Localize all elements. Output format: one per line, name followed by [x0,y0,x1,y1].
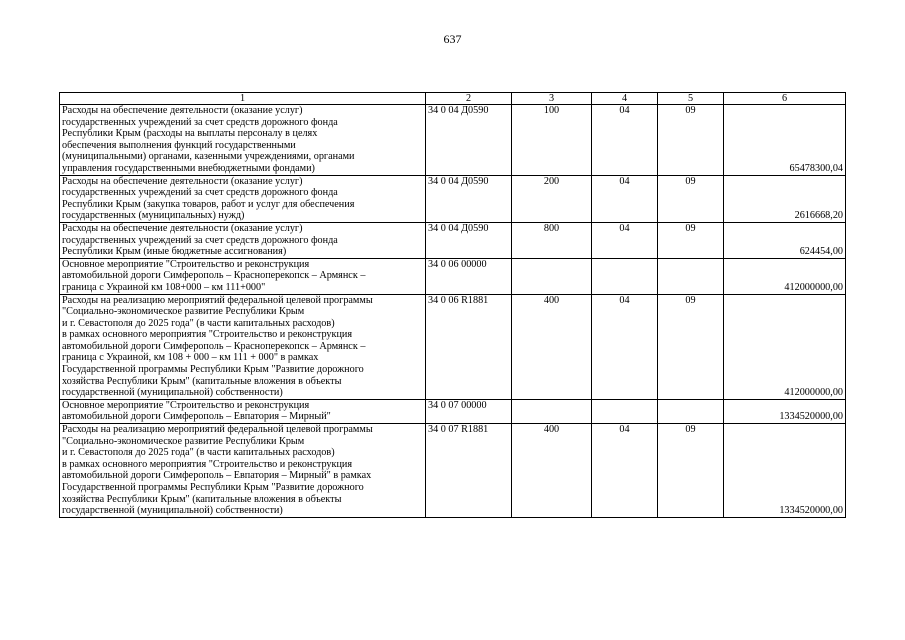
table-row [60,105,846,176]
expense-name-line: в рамках основного мероприятия "Строительство и реконструкция [62,329,353,341]
expense-name-line: хозяйства Республики Крым" (капитальные вложения в объекты [62,493,342,505]
expense-name-cell [60,258,426,294]
expense-type-cell: 400 [512,424,592,518]
target-code-cell: 34 0 06 R1881 [426,294,512,399]
expense-name-line: "Социально-экономическое развитие Республики Крым [62,306,305,318]
expense-name-line: Основное мероприятие "Строительство и реконструкция [62,399,310,411]
expense-type-cell: 200 [512,175,592,222]
target-code-cell: 34 0 06 00000 [426,258,512,294]
section-cell: 04 [592,105,658,176]
subsection-cell [658,399,724,423]
subsection-cell: 09 [658,424,724,518]
expense-name-line: Республики Крым (иные бюджетные ассигнования) [62,246,287,258]
target-code-cell: 34 0 07 00000 [426,399,512,423]
expense-name-line: и г. Севастополя до 2025 года" (в части капитальных расходов) [62,317,335,329]
budget-table [59,92,846,518]
header-cell-4: 4 [592,93,658,105]
expense-name-cell [60,399,426,423]
table-body [60,93,846,518]
target-code-cell: 34 0 07 R1881 [426,424,512,518]
expense-name-line: государственной (муниципальной) собственности) [62,387,283,399]
subsection-cell: 09 [658,105,724,176]
expense-name-line: Расходы на реализацию мероприятий федеральной целевой программы [62,294,373,306]
subsection-cell: 09 [658,175,724,222]
expense-type-cell [512,258,592,294]
table-row [60,399,846,423]
expense-name-line: управления государственными внебюджетными фондами) [62,162,315,174]
table-row [60,222,846,258]
expense-type-cell: 800 [512,222,592,258]
page-number: 637 [443,32,462,46]
expense-name-line: государственной (муниципальной) собственности) [62,505,283,517]
table-row [60,258,846,294]
amount-cell: 1334520000,00 [724,399,846,423]
expense-type-cell: 400 [512,294,592,399]
subsection-cell: 09 [658,294,724,399]
expense-name-line: автомобильной дороги Симферополь – Красноперекопск – Армянск – [62,270,366,282]
expense-name-line: автомобильной дороги Симферополь – Евпатория – Мирный" [62,411,331,423]
expense-name-line: в рамках основного мероприятия "Строительство и реконструкция [62,458,353,470]
section-cell [592,399,658,423]
section-cell [592,258,658,294]
expense-name-line: (муниципальными) органами, казенными учреждениями, органами [62,151,355,163]
section-cell: 04 [592,175,658,222]
expense-name-cell [60,294,426,399]
expense-name-line: и г. Севастополя до 2025 года" (в части капитальных расходов) [62,447,335,459]
amount-cell: 1334520000,00 [724,424,846,518]
expense-name-line: государственных учреждений за счет средств дорожного фонда [62,234,338,246]
expense-name-line: Республики Крым (расходы на выплаты персоналу в целях [62,128,318,140]
header-cell-1: 1 [60,93,426,105]
expense-name-line: Расходы на обеспечение деятельности (оказание услуг) [62,222,303,234]
header-cell-2: 2 [426,93,512,105]
target-code-cell: 34 0 04 Д0590 [426,175,512,222]
section-cell: 04 [592,222,658,258]
expense-name-line: Государственной программы Республики Крым "Развитие дорожного [62,364,364,376]
target-code-cell: 34 0 04 Д0590 [426,105,512,176]
expense-name-line: государственных учреждений за счет средств дорожного фонда [62,116,338,128]
amount-cell: 624454,00 [724,222,846,258]
subsection-cell: 09 [658,222,724,258]
table-row [60,294,846,399]
expense-type-cell: 100 [512,105,592,176]
expense-name-cell [60,424,426,518]
amount-cell: 2616668,20 [724,175,846,222]
expense-type-cell [512,399,592,423]
expense-name-line: обеспечения выполнения функций государственными [62,139,296,151]
expense-name-line: хозяйства Республики Крым" (капитальные вложения в объекты [62,375,342,387]
expense-name-line: Основное мероприятие "Строительство и реконструкция [62,258,310,270]
expense-name-line: Расходы на обеспечение деятельности (оказание услуг) [62,105,303,116]
expense-name-line: Расходы на реализацию мероприятий федеральной целевой программы [62,424,373,436]
expense-name-line: Расходы на обеспечение деятельности (оказание услуг) [62,175,303,187]
expense-name-line: Республики Крым (закупка товаров, работ и услуг для обеспечения [62,198,355,210]
expense-name-cell [60,222,426,258]
header-cell-3: 3 [512,93,592,105]
expense-name-line: граница с Украиной км 108+000 – км 111+000" [62,281,266,293]
table-row [60,424,846,518]
expense-name-line: граница с Украиной, км 108 + 000 – км 111 + 000" в рамках [62,352,319,364]
expense-name-cell [60,175,426,222]
expense-name-line: Государственной программы Республики Крым "Развитие дорожного [62,482,364,493]
target-code-cell: 34 0 04 Д0590 [426,222,512,258]
header-cell-5: 5 [658,93,724,105]
subsection-cell [658,258,724,294]
header-cell-6: 6 [724,93,846,105]
expense-name-cell [60,105,426,176]
amount-cell: 412000000,00 [724,258,846,294]
expense-name-line: автомобильной дороги Симферополь – Евпатория – Мирный" в рамках [62,470,372,482]
expense-name-line: государственных (муниципальных) нужд) [62,210,245,222]
table-header-row [60,93,846,105]
table-row [60,175,846,222]
expense-name-line: государственных учреждений за счет средств дорожного фонда [62,187,338,199]
expense-name-line: автомобильной дороги Симферополь – Красноперекопск – Армянск – [62,340,366,352]
amount-cell: 412000000,00 [724,294,846,399]
amount-cell: 65478300,04 [724,105,846,176]
section-cell: 04 [592,294,658,399]
expense-name-line: "Социально-экономическое развитие Республики Крым [62,435,305,447]
section-cell: 04 [592,424,658,518]
